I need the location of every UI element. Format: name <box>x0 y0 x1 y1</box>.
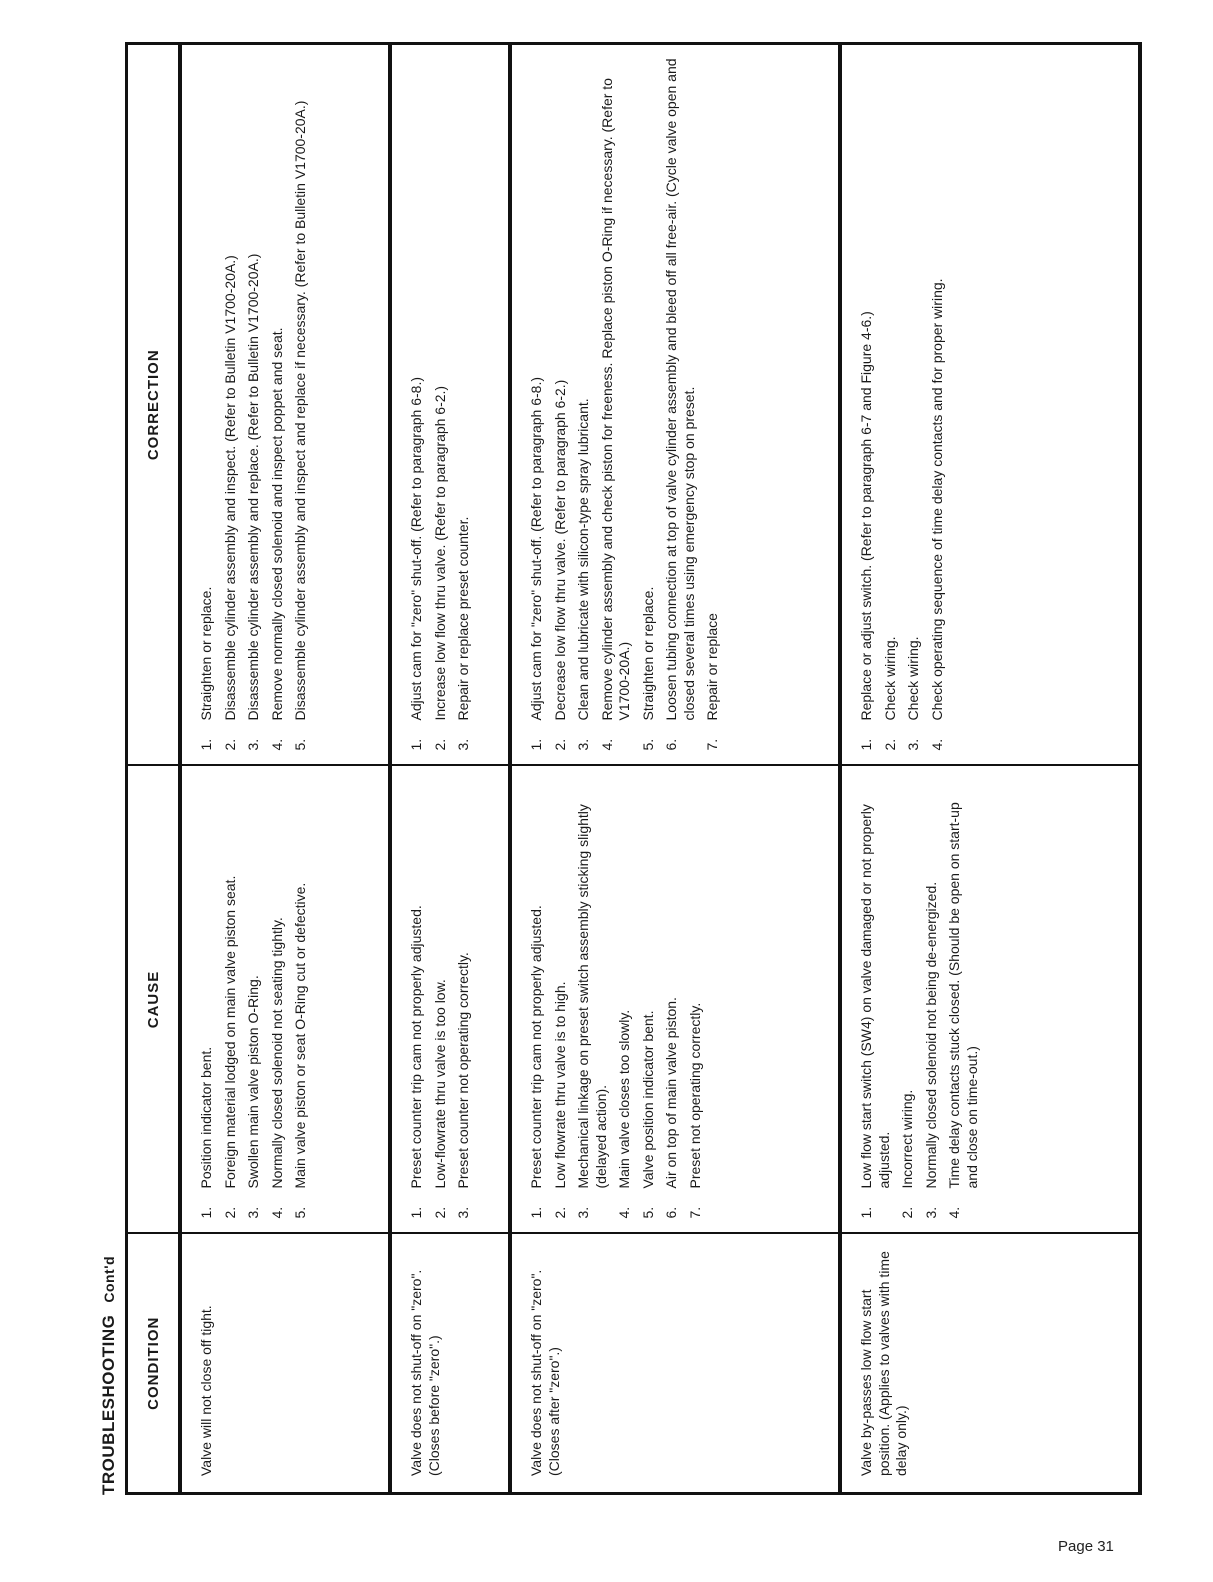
item-text: Loosen tubing connection at top of valve cylinder assembly and bleed off all free-air. (Cycle valve open and closed several times using emergency stop on preset. <box>663 58 697 721</box>
correction-list <box>198 57 310 751</box>
item-number: 2. <box>551 1206 568 1219</box>
list-item <box>575 779 610 1219</box>
item-number: 2. <box>899 1206 915 1219</box>
list-item <box>704 57 722 751</box>
item-text: Preset counter trip cam not properly adjusted. <box>408 905 424 1189</box>
correction-list <box>528 57 722 751</box>
item-number: 5. <box>292 738 308 751</box>
item-number: 1. <box>528 738 544 751</box>
item-number: 3. <box>905 738 921 751</box>
correction-cell <box>180 44 390 766</box>
item-number: 7. <box>704 738 720 751</box>
cause-cell <box>510 766 840 1234</box>
list-item <box>292 779 310 1219</box>
section-title-subtitle: Cont'd <box>101 1255 117 1303</box>
item-text: Main valve piston or seat O-Ring cut or defective. <box>292 882 308 1189</box>
item-number: 2. <box>431 1206 448 1219</box>
list-item <box>432 779 450 1219</box>
item-text: Air on top of main valve piston. <box>663 997 679 1189</box>
item-text: Preset counter not operating correctly. <box>455 952 471 1189</box>
list-item <box>408 57 426 751</box>
item-number: 3. <box>245 1206 261 1219</box>
list-item <box>946 779 981 1219</box>
item-number: 1. <box>858 738 874 751</box>
item-text: Foreign material lodged on main valve piston seat. <box>221 875 238 1189</box>
item-text: Repair or replace <box>704 613 720 721</box>
item-text: Main valve closes too slowly. <box>616 1009 632 1189</box>
item-number: 1. <box>408 738 424 751</box>
item-number: 7. <box>686 1206 703 1219</box>
list-item <box>905 57 923 751</box>
item-text: Repair or replace preset counter. <box>455 516 471 721</box>
table-row <box>390 44 510 1494</box>
item-text: Straighten or replace. <box>639 586 656 721</box>
list-item <box>222 779 240 1219</box>
item-number: 3. <box>245 738 261 751</box>
item-number: 4. <box>598 738 615 751</box>
item-text: Check operating sequence of time delay contacts and for proper wiring. <box>928 278 945 721</box>
item-number: 3. <box>575 1206 591 1219</box>
item-text: Adjust cam for "zero" shut-off. (Refer to paragraph 6-8.) <box>408 377 424 721</box>
list-item <box>528 779 546 1219</box>
item-number: 4. <box>928 738 945 751</box>
list-item <box>432 57 450 751</box>
header-cause: CAUSE <box>127 766 181 1234</box>
list-item <box>552 779 570 1219</box>
item-text: Mechanical linkage on preset switch assembly sticking slightly (delayed action). <box>575 804 609 1189</box>
list-item <box>455 57 473 751</box>
list-item <box>528 57 546 751</box>
item-number: 2. <box>551 738 568 751</box>
section-title <box>95 1256 123 1495</box>
item-number: 4. <box>946 1206 962 1219</box>
item-text: Swollen main valve piston O-Ring. <box>245 975 261 1189</box>
item-text: Increase low flow thru valve. (Refer to paragraph 6-2.) <box>431 385 448 721</box>
item-text: Normally closed solenoid not being de-energized. <box>922 881 939 1189</box>
item-number: 6. <box>663 738 679 751</box>
list-item <box>923 779 941 1219</box>
list-item <box>858 57 876 751</box>
item-text: Decrease low flow thru valve. (Refer to paragraph 6-2.) <box>551 379 568 721</box>
correction-list <box>408 57 473 751</box>
item-number: 4. <box>268 738 285 751</box>
item-text: Check wiring. <box>905 636 921 721</box>
item-number: 1. <box>858 1206 874 1219</box>
cause-list <box>858 779 981 1219</box>
item-number: 2. <box>221 738 238 751</box>
item-text: Disassemble cylinder assembly and inspect and replace if necessary. (Refer to Bulletin V1700-20A.) <box>292 100 308 721</box>
item-number: 5. <box>292 1206 308 1219</box>
list-item <box>687 779 705 1219</box>
list-item <box>222 57 240 751</box>
item-text: Normally closed solenoid not seating tightly. <box>268 917 285 1189</box>
item-number: 1. <box>198 738 214 751</box>
list-item <box>408 779 426 1219</box>
item-text: Replace or adjust switch. (Refer to paragraph 6-7 and Figure 4-6.) <box>858 311 874 721</box>
item-text: Time delay contacts stuck closed. (Should be open on start-up and close on time-out.) <box>946 802 980 1189</box>
table-header-row <box>127 44 181 1494</box>
cause-cell <box>390 766 510 1234</box>
correction-cell <box>510 44 840 766</box>
condition-cell: Valve will not close off tight. <box>180 1234 390 1494</box>
item-text: Position indicator bent. <box>198 1046 214 1189</box>
item-number: 2. <box>431 738 448 751</box>
list-item <box>599 57 634 751</box>
item-text: Incorrect wiring. <box>899 1089 915 1189</box>
list-item <box>575 57 593 751</box>
item-text: Clean and lubricate with silicon-type spray lubricant. <box>575 398 591 721</box>
correction-list <box>858 57 946 751</box>
page-number: Page 31 <box>1058 1538 1114 1555</box>
table-row <box>180 44 390 1494</box>
item-text: Low flow start switch (SW4) on valve damaged or not properly adjusted. <box>858 804 892 1189</box>
list-item <box>616 779 634 1219</box>
item-number: 3. <box>455 738 471 751</box>
item-text: Disassemble cylinder assembly and inspect. (Refer to Bulletin V1700-20A.) <box>221 255 238 721</box>
correction-cell <box>390 44 510 766</box>
list-item <box>899 779 917 1219</box>
table-row <box>840 44 1140 1494</box>
item-text: Straighten or replace. <box>198 586 214 721</box>
list-item <box>552 57 570 751</box>
cause-cell <box>180 766 390 1234</box>
item-number: 1. <box>408 1206 424 1219</box>
item-number: 2. <box>881 738 898 751</box>
item-number: 5. <box>639 1206 656 1219</box>
section-title-text: TROUBLESHOOTING <box>99 1314 118 1495</box>
cause-cell <box>840 766 1140 1234</box>
list-item <box>455 779 473 1219</box>
list-item <box>198 779 216 1219</box>
list-item <box>663 57 698 751</box>
item-text: Disassemble cylinder assembly and replace. (Refer to Bulletin V1700-20A.) <box>245 253 261 721</box>
item-text: Valve position indicator bent. <box>639 1010 656 1189</box>
list-item <box>198 57 216 751</box>
rotated-page-content <box>95 45 1135 1495</box>
item-text: Low-flowrate thru valve is too low. <box>431 979 448 1189</box>
item-number: 4. <box>616 1206 632 1219</box>
condition-cell: Valve does not shut-off on "zero". (Closes after "zero".) <box>510 1234 840 1494</box>
list-item <box>292 57 310 751</box>
item-number: 6. <box>663 1206 679 1219</box>
list-item <box>640 779 658 1219</box>
item-text: Low flowrate thru valve is to high. <box>551 981 568 1189</box>
item-text: Remove cylinder assembly and check piston for freeness. Replace piston O-Ring if necessary. (Refer to V1700-20A.) <box>598 78 632 721</box>
list-item <box>269 779 287 1219</box>
item-number: 3. <box>922 1206 939 1219</box>
cause-list <box>408 779 473 1219</box>
item-text: Preset not operating correctly. <box>686 1002 703 1189</box>
item-text: Preset counter trip cam not properly adjusted. <box>528 905 544 1189</box>
header-condition: CONDITION <box>127 1234 181 1494</box>
cause-list <box>198 779 310 1219</box>
cause-list <box>528 779 704 1219</box>
list-item <box>858 779 893 1219</box>
list-item <box>269 57 287 751</box>
item-text: Adjust cam for "zero" shut-off. (Refer to paragraph 6-8.) <box>528 377 544 721</box>
list-item <box>929 57 947 751</box>
condition-cell: Valve does not shut-off on "zero". (Closes before "zero".) <box>390 1234 510 1494</box>
item-number: 1. <box>198 1206 214 1219</box>
item-number: 3. <box>575 738 591 751</box>
item-text: Remove normally closed solenoid and inspect poppet and seat. <box>268 327 285 721</box>
table-row <box>510 44 840 1494</box>
list-item <box>663 779 681 1219</box>
list-item <box>640 57 658 751</box>
list-item <box>245 779 263 1219</box>
item-text: Check wiring. <box>881 636 898 721</box>
item-number: 1. <box>528 1206 544 1219</box>
correction-cell <box>840 44 1140 766</box>
troubleshooting-table <box>125 42 1142 1495</box>
item-number: 2. <box>221 1206 238 1219</box>
item-number: 3. <box>455 1206 471 1219</box>
item-number: 4. <box>268 1206 285 1219</box>
list-item <box>245 57 263 751</box>
header-correction: CORRECTION <box>127 44 181 766</box>
item-number: 5. <box>639 738 656 751</box>
condition-cell: Valve by-passes low flow start position. (Applies to valves with time delay only.) <box>840 1234 1140 1494</box>
list-item <box>882 57 900 751</box>
